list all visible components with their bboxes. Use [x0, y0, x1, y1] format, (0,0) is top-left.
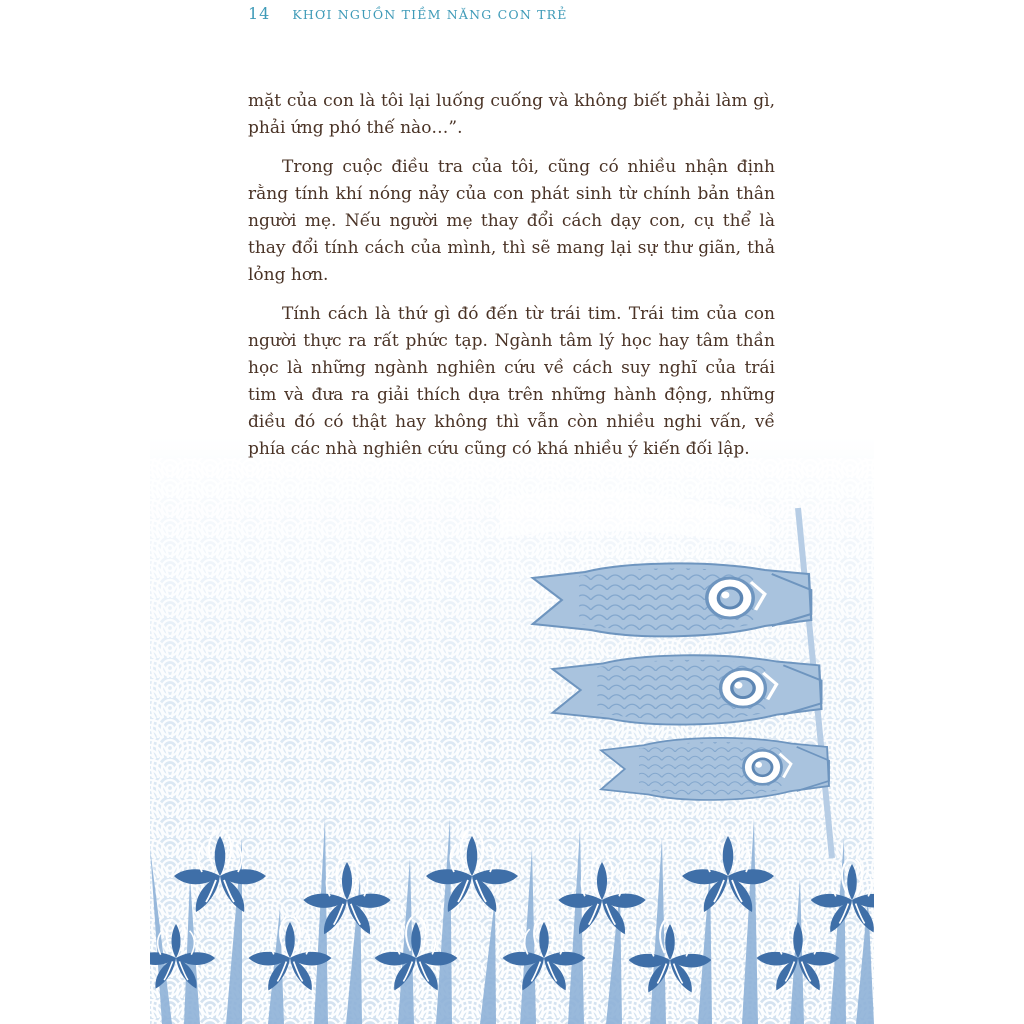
paragraph: Trong cuộc điều tra của tôi, cũng có nhiều nhận định rằng tính khí nóng nảy của con phát sinh từ chính bản thân người mẹ. Nếu người mẹ thay đổi cách dạy con, cụ thể là thay đổi tính cách của mình, thì sẽ mang lại sự thư giãn, thả lỏng hơn. [248, 157, 775, 285]
book-title: KHƠI NGUỒN TIỀM NĂNG CON TRẺ [292, 7, 568, 22]
body-text [248, 88, 775, 475]
running-header [248, 4, 568, 26]
koinobori-carp-icon [533, 563, 811, 636]
paragraph: mặt của con là tôi lại luống cuống và không biết phải làm gì, phải ứng phó thế nào…”. [248, 91, 775, 138]
paragraph: Tính cách là thứ gì đó đến từ trái tim. Trái tim của con người thực ra rất phức tạp. Ngành tâm lý học hay tâm thần học là những ngành nghiên cứu về cách suy nghĩ của trái tim và đưa ra giải thích dựa trên những hành động, những điều đó có thật hay không thì vẫn còn nhiều nghi vấn, về phía các nhà nghiên cứu cũng có khá nhiều ý kiến đối lập. [248, 304, 775, 459]
koinobori-carp-icon [553, 655, 822, 724]
page-number: 14 [248, 4, 271, 23]
koinobori-carp-icon [601, 738, 829, 800]
